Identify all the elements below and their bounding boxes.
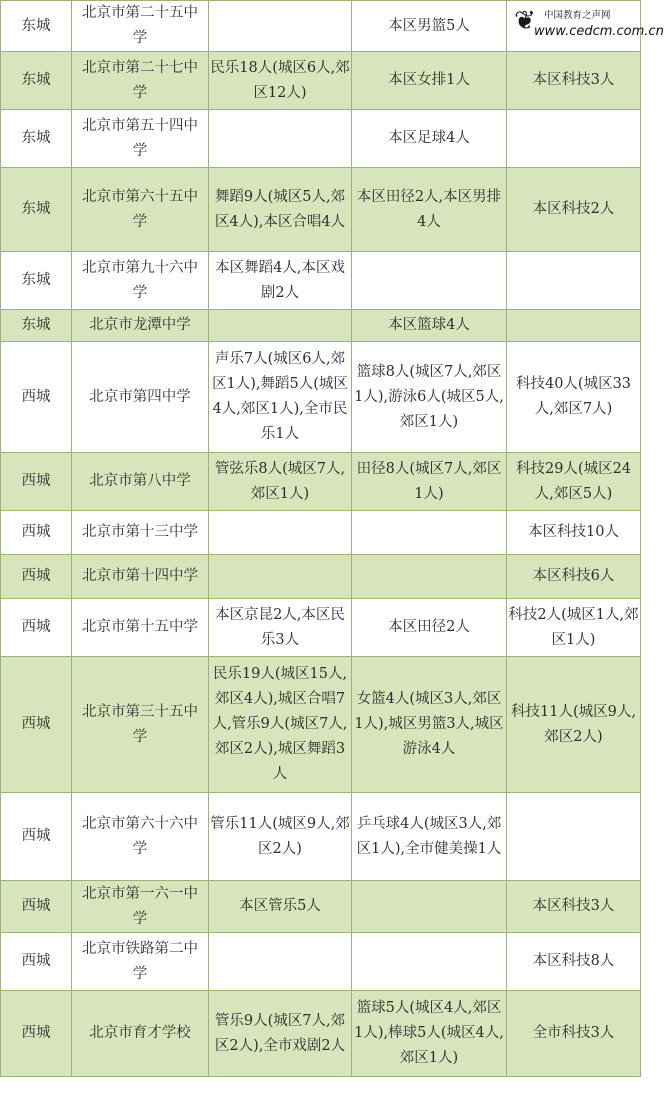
sports-cell bbox=[352, 511, 507, 555]
science-cell: 科技29人(城区24人,郊区5人) bbox=[507, 453, 641, 511]
district-cell: 东城 bbox=[1, 310, 72, 342]
science-cell bbox=[507, 793, 641, 881]
table-row bbox=[1, 110, 641, 168]
sports-cell bbox=[352, 555, 507, 599]
sports-cell bbox=[352, 252, 507, 310]
arts-cell bbox=[209, 555, 352, 599]
district-cell: 西城 bbox=[1, 453, 72, 511]
district-cell: 西城 bbox=[1, 933, 72, 991]
arts-cell bbox=[209, 933, 352, 991]
school-cell: 北京市第二十五中学 bbox=[72, 1, 209, 52]
table-row bbox=[1, 793, 641, 881]
table-row bbox=[1, 599, 641, 657]
sports-cell: 本区田径2人,本区男排4人 bbox=[352, 168, 507, 252]
district-cell: 东城 bbox=[1, 168, 72, 252]
sports-cell: 篮球8人(城区7人,郊区1人),游泳6人(城区5人,郊区1人) bbox=[352, 342, 507, 453]
site-watermark bbox=[514, 6, 664, 44]
science-cell: 本区科技3人 bbox=[507, 881, 641, 933]
arts-cell: 民乐18人(城区6人,郊区12人) bbox=[209, 52, 352, 110]
sports-cell bbox=[352, 933, 507, 991]
science-cell bbox=[507, 310, 641, 342]
arts-cell: 舞蹈9人(城区5人,郊区4人),本区合唱4人 bbox=[209, 168, 352, 252]
sports-cell bbox=[352, 881, 507, 933]
table-row bbox=[1, 168, 641, 252]
table-row bbox=[1, 657, 641, 793]
district-cell: 西城 bbox=[1, 511, 72, 555]
school-cell: 北京市第六十五中学 bbox=[72, 168, 209, 252]
district-cell: 西城 bbox=[1, 881, 72, 933]
sports-cell: 女篮4人(城区3人,郊区1人),城区男篮3人,城区游泳4人 bbox=[352, 657, 507, 793]
science-cell bbox=[507, 252, 641, 310]
sports-cell: 本区篮球4人 bbox=[352, 310, 507, 342]
science-cell: 本区科技10人 bbox=[507, 511, 641, 555]
school-cell: 北京市铁路第二中学 bbox=[72, 933, 209, 991]
sports-cell: 本区男篮5人 bbox=[352, 1, 507, 52]
science-cell: 科技11人(城区9人,郊区2人) bbox=[507, 657, 641, 793]
bird-logo-icon: ❦ bbox=[514, 6, 536, 36]
district-cell: 西城 bbox=[1, 657, 72, 793]
district-cell: 西城 bbox=[1, 599, 72, 657]
school-cell: 北京市第十五中学 bbox=[72, 599, 209, 657]
science-cell: 科技2人(城区1人,郊区1人) bbox=[507, 599, 641, 657]
district-cell: 西城 bbox=[1, 342, 72, 453]
table-row bbox=[1, 453, 641, 511]
table-row bbox=[1, 511, 641, 555]
watermark-url: www.cedcm.com.cn bbox=[534, 24, 664, 39]
school-cell: 北京市第二十七中学 bbox=[72, 52, 209, 110]
school-cell: 北京市第十四中学 bbox=[72, 555, 209, 599]
arts-cell: 本区京昆2人,本区民乐3人 bbox=[209, 599, 352, 657]
table-row bbox=[1, 881, 641, 933]
sports-cell: 篮球5人(城区4人,郊区1人),棒球5人(城区4人,郊区1人) bbox=[352, 991, 507, 1077]
school-cell: 北京市第十三中学 bbox=[72, 511, 209, 555]
table-row bbox=[1, 991, 641, 1077]
science-cell: 本区科技3人 bbox=[507, 52, 641, 110]
science-cell: 全市科技3人 bbox=[507, 991, 641, 1077]
arts-cell: 声乐7人(城区6人,郊区1人),舞蹈5人(城区4人,郊区1人),全市民乐1人 bbox=[209, 342, 352, 453]
table-row bbox=[1, 933, 641, 991]
school-cell: 北京市第八中学 bbox=[72, 453, 209, 511]
arts-cell bbox=[209, 1, 352, 52]
arts-cell: 本区舞蹈4人,本区戏剧2人 bbox=[209, 252, 352, 310]
table-row bbox=[1, 252, 641, 310]
science-cell bbox=[507, 110, 641, 168]
arts-cell: 管乐11人(城区9人,郊区2人) bbox=[209, 793, 352, 881]
watermark-site-name: 中国教育之声网 bbox=[544, 10, 611, 21]
science-cell: 本区科技6人 bbox=[507, 555, 641, 599]
school-cell: 北京市第三十五中学 bbox=[72, 657, 209, 793]
district-cell: 东城 bbox=[1, 110, 72, 168]
district-cell: 西城 bbox=[1, 555, 72, 599]
arts-cell bbox=[209, 110, 352, 168]
district-cell: 西城 bbox=[1, 793, 72, 881]
sports-cell: 本区足球4人 bbox=[352, 110, 507, 168]
school-cell: 北京市育才学校 bbox=[72, 991, 209, 1077]
arts-cell: 管乐9人(城区7人,郊区2人),全市戏剧2人 bbox=[209, 991, 352, 1077]
school-cell: 北京市第五十四中学 bbox=[72, 110, 209, 168]
table-row bbox=[1, 555, 641, 599]
district-cell: 东城 bbox=[1, 1, 72, 52]
school-cell: 北京市第四中学 bbox=[72, 342, 209, 453]
sports-cell: 田径8人(城区7人,郊区1人) bbox=[352, 453, 507, 511]
district-cell: 东城 bbox=[1, 52, 72, 110]
district-cell: 东城 bbox=[1, 252, 72, 310]
arts-cell: 本区管乐5人 bbox=[209, 881, 352, 933]
table-row bbox=[1, 310, 641, 342]
science-cell: 本区科技2人 bbox=[507, 168, 641, 252]
district-cell: 西城 bbox=[1, 991, 72, 1077]
table-row bbox=[1, 52, 641, 110]
arts-cell bbox=[209, 310, 352, 342]
sports-cell: 乒乓球4人(城区3人,郊区1人),全市健美操1人 bbox=[352, 793, 507, 881]
science-cell: 本区科技8人 bbox=[507, 933, 641, 991]
science-cell: 科技40人(城区33人,郊区7人) bbox=[507, 342, 641, 453]
arts-cell: 管弦乐8人(城区7人,郊区1人) bbox=[209, 453, 352, 511]
school-cell: 北京市第九十六中学 bbox=[72, 252, 209, 310]
table-row bbox=[1, 342, 641, 453]
sports-cell: 本区女排1人 bbox=[352, 52, 507, 110]
school-cell: 北京市龙潭中学 bbox=[72, 310, 209, 342]
sports-cell: 本区田径2人 bbox=[352, 599, 507, 657]
school-cell: 北京市第六十六中学 bbox=[72, 793, 209, 881]
arts-cell bbox=[209, 511, 352, 555]
arts-cell: 民乐19人(城区15人,郊区4人),城区合唱7人,管乐9人(城区7人,郊区2人),城区舞蹈3人 bbox=[209, 657, 352, 793]
school-cell: 北京市第一六一中学 bbox=[72, 881, 209, 933]
